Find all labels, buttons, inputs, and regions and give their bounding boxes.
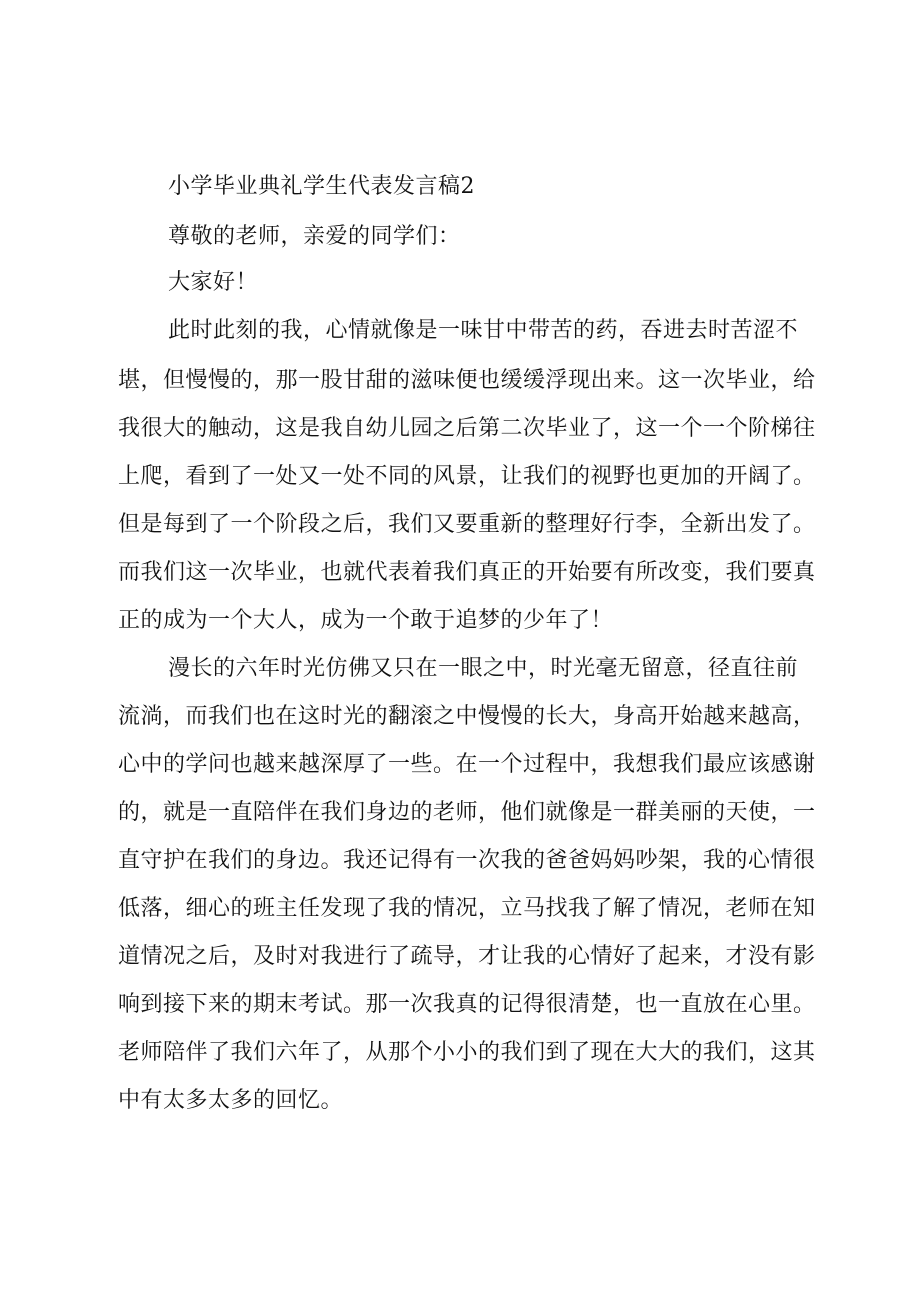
- paragraph-line: 低落，细心的班主任发现了我的情况，立马找我了解了情况，老师在知: [118, 896, 816, 921]
- paragraph-line: 中有太多太多的回忆。: [118, 1088, 344, 1113]
- paragraph-line: 上爬，看到了一处又一处不同的风景，让我们的视野也更加的开阔了。: [118, 464, 816, 489]
- paragraph-line: 心中的学问也越来越深厚了一些。在一个过程中，我想我们最应该感谢: [118, 752, 816, 777]
- paragraph-line: 而我们这一次毕业，也就代表着我们真正的开始要有所改变，我们要真: [118, 560, 816, 585]
- paragraph-line: 此时此刻的我，心情就像是一味甘中带苦的药，吞进去时苦涩不: [168, 318, 799, 343]
- paragraph-line: 正的成为一个大人，成为一个敢于追梦的少年了！: [118, 608, 614, 633]
- paragraph-line: 的，就是一直陪伴在我们身边的老师，他们就像是一群美丽的天使，一: [118, 800, 816, 825]
- salutation: 大家好！: [168, 270, 259, 295]
- greeting: 尊敬的老师，亲爱的同学们：: [168, 224, 461, 249]
- paragraph-line: 漫长的六年时光仿佛又只在一眼之中，时光毫无留意，径直往前: [168, 656, 799, 681]
- document-title: 小学毕业典礼学生代表发言稿2: [168, 174, 475, 199]
- paragraph-line: 直守护在我们的身边。我还记得有一次我的爸爸妈妈吵架，我的心情很: [118, 848, 816, 873]
- paragraph-line: 老师陪伴了我们六年了，从那个小小的我们到了现在大大的我们，这其: [118, 1040, 816, 1065]
- paragraph-line: 我很大的触动，这是我自幼儿园之后第二次毕业了，这一个一个阶梯往: [118, 416, 816, 441]
- paragraph-line: 堪，但慢慢的，那一股甘甜的滋味便也缓缓浮现出来。这一次毕业，给: [118, 368, 816, 393]
- paragraph-line: 但是每到了一个阶段之后，我们又要重新的整理好行李，全新出发了。: [118, 512, 816, 537]
- paragraph-line: 道情况之后，及时对我进行了疏导，才让我的心情好了起来，才没有影: [118, 944, 816, 969]
- paragraph-line: 响到接下来的期末考试。那一次我真的记得很清楚，也一直放在心里。: [118, 992, 816, 1017]
- paragraph-line: 流淌，而我们也在这时光的翻滚之中慢慢的长大，身高开始越来越高，: [118, 704, 816, 729]
